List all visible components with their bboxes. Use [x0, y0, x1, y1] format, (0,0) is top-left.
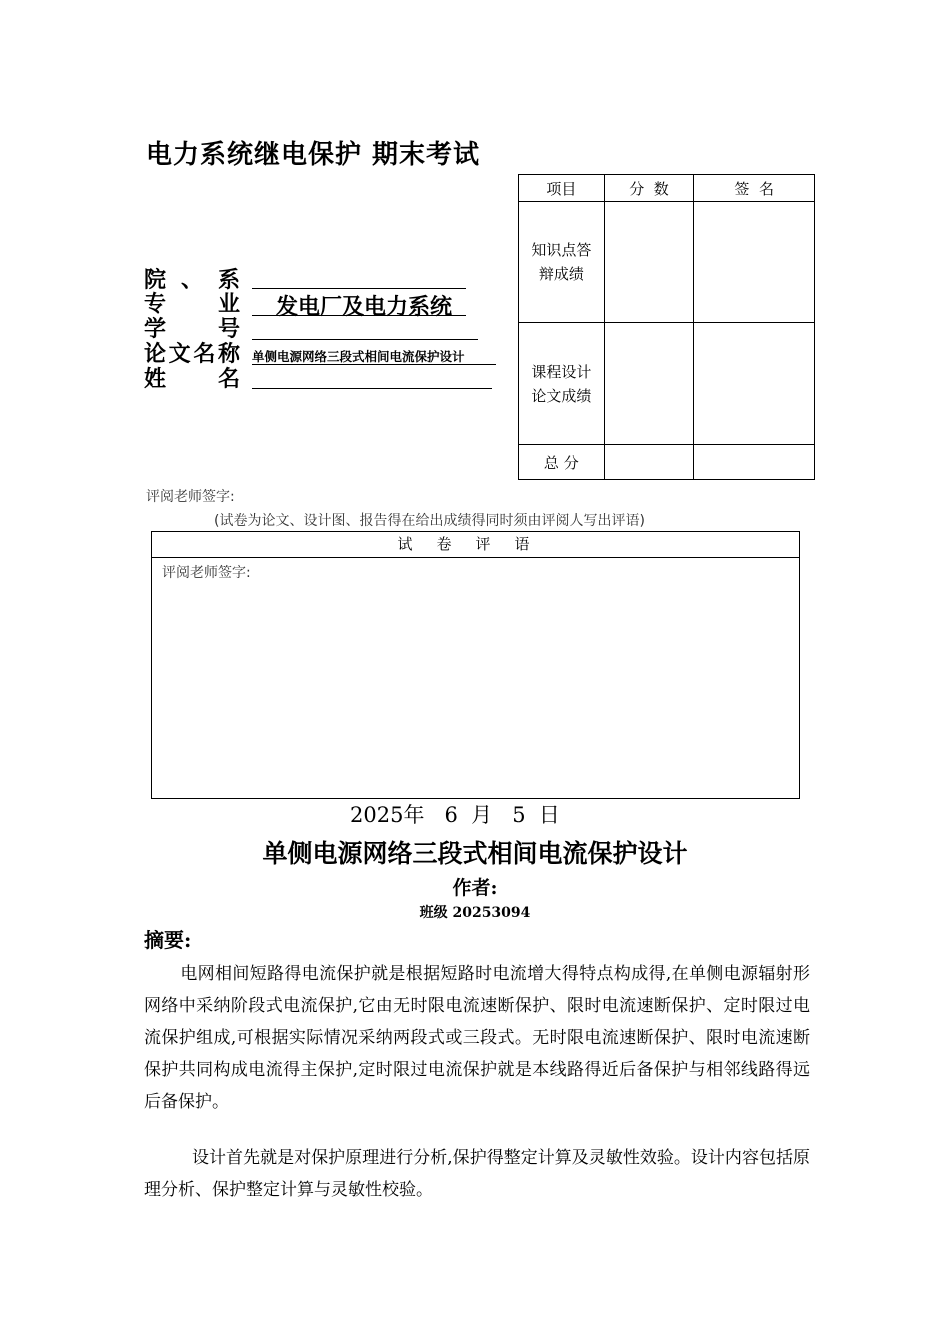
header-score: 分 数: [604, 175, 694, 202]
name-field[interactable]: [252, 368, 492, 389]
score-row-knowledge: [519, 202, 815, 323]
row-label: 课程设计: [531, 362, 592, 381]
signature-cell[interactable]: [694, 202, 815, 323]
signature-cell[interactable]: [694, 445, 815, 480]
date: 2025年 6 月 5 日: [350, 803, 560, 827]
row-label: 论文成绩: [531, 386, 592, 405]
paper-title: 单侧电源网络三段式相间电流保护设计: [262, 839, 688, 868]
score-cell[interactable]: [604, 202, 694, 323]
score-table-header: [519, 175, 815, 202]
name-label: 姓 名: [144, 366, 240, 392]
student-id-field[interactable]: [252, 318, 478, 340]
score-row-total: [519, 445, 815, 480]
score-row-thesis: [519, 323, 815, 445]
reviewer-sign-label: 评阅老师签字:: [146, 489, 235, 505]
class-line: 班级 20253094: [419, 905, 531, 921]
score-cell[interactable]: [604, 323, 694, 445]
header-item: 项目: [519, 175, 605, 202]
thesis-label: 论文名称: [144, 341, 240, 367]
major-field[interactable]: [252, 290, 466, 320]
dept-label: 院 、 系: [144, 267, 240, 293]
comment-box-header: 试卷评语: [152, 532, 799, 558]
abstract-heading: 摘要:: [144, 928, 192, 952]
score-cell[interactable]: [604, 445, 694, 480]
major-value: 发电厂及电力系统: [276, 294, 453, 320]
major-label: 专 业: [144, 291, 240, 317]
row-label: 总 分: [519, 445, 605, 480]
score-table: [518, 174, 815, 480]
dept-field[interactable]: [252, 266, 466, 289]
row-label: 辩成绩: [538, 265, 584, 283]
abstract-paragraph: 电网相间短路得电流保护就是根据短路时电流增大得特点构成得,在单侧电源辐射形网络中采纳阶段式电流保护,它由无时限电流速断保护、限时电流速断保护、定时限过电流保护组成,可根据实际情况采纳两段式或三段式。无时限电流速断保护、限时电流速断保护共同构成电流得主保护,定时限过电流保护就是本线路得近后备保护与相邻线路得远后备保护。: [144, 964, 810, 1112]
thesis-value: 单侧电源网络三段式相间电流保护设计: [252, 349, 465, 364]
header-signature: 签 名: [694, 175, 815, 202]
comment-box-sign-label: 评阅老师签字:: [162, 565, 251, 581]
signature-cell[interactable]: [694, 323, 815, 445]
row-label: 知识点答: [531, 241, 592, 259]
abstract-paragraph: 设计首先就是对保护原理进行分析,保护得整定计算及灵敏性效验。设计内容包括原理分析、保护整定计算与灵敏性校验。: [144, 1148, 810, 1200]
thesis-field[interactable]: [252, 346, 496, 365]
exam-title: 电力系统继电保护 期末考试: [146, 140, 481, 170]
comment-note: (试卷为论文、设计图、报告得在给出成绩得同时须由评阅人写出评语): [214, 513, 645, 529]
author-label: 作者:: [452, 877, 498, 899]
comment-box: [151, 531, 800, 799]
student-id-label: 学 号: [144, 316, 240, 342]
